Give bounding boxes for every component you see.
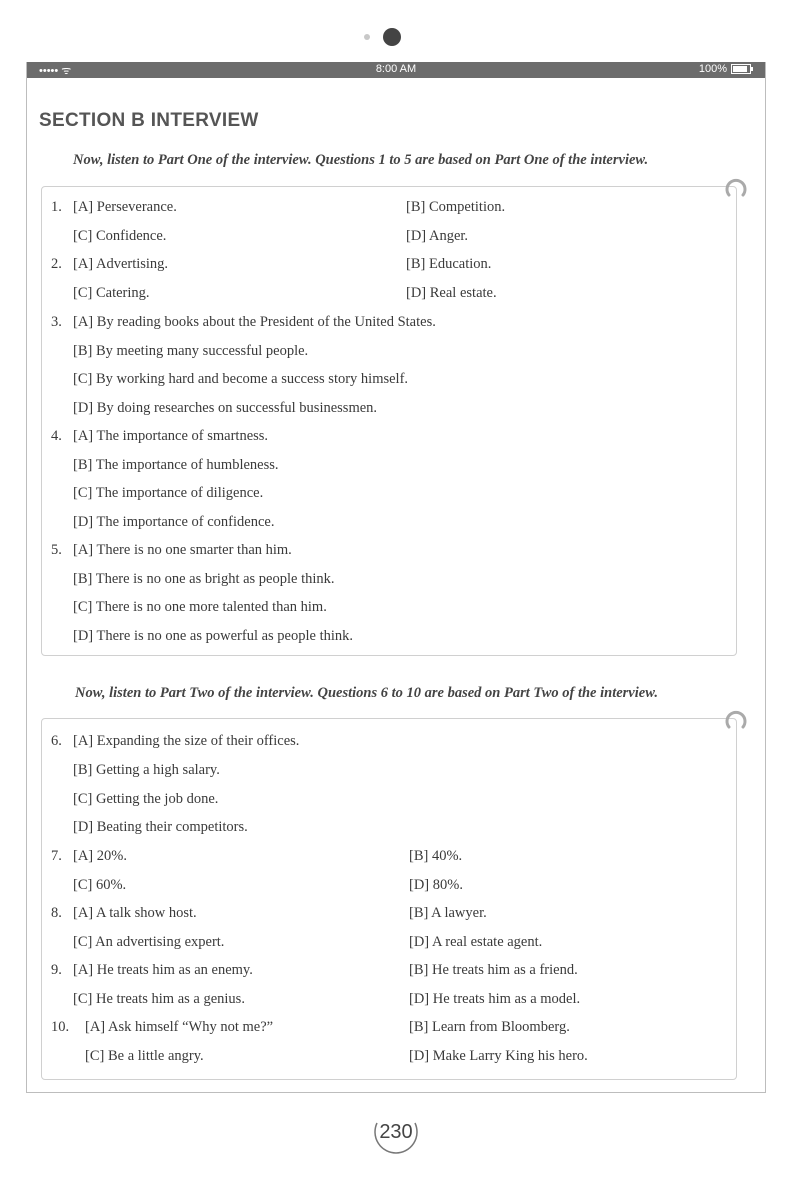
section-title: SECTION B INTERVIEW (39, 110, 259, 131)
option-2a[interactable]: [A] Advertising. (73, 256, 169, 272)
option-8d[interactable]: [D] A real estate agent. (409, 934, 543, 950)
option-5d[interactable]: [D] There is no one as powerful as people think. (73, 628, 354, 644)
option-4a[interactable]: [A] The importance of smartness. (73, 428, 269, 444)
option-1b[interactable]: [B] Competition. (406, 199, 506, 215)
option-7d[interactable]: [D] 80%. (409, 877, 463, 893)
option-4d[interactable]: [D] The importance of confidence. (73, 514, 275, 530)
option-1c[interactable]: [C] Confidence. (73, 228, 167, 244)
option-6c[interactable]: [C] Getting the job done. (73, 791, 219, 807)
option-9d[interactable]: [D] He treats him as a model. (409, 991, 581, 1007)
option-10c[interactable]: [C] Be a little angry. (85, 1048, 204, 1064)
option-1d[interactable]: [D] Anger. (406, 228, 469, 244)
camera-sensor (364, 34, 370, 40)
status-bar (27, 62, 765, 78)
camera (362, 28, 402, 48)
camera-lens (383, 28, 401, 46)
page-number (371, 1109, 421, 1155)
part1-instruction: Now, listen to Part One of the interview. Questions 1 to 5 are based on Part One of the interview. (73, 152, 649, 168)
refresh-icon[interactable] (722, 707, 750, 735)
page-number-text: 230 (379, 1121, 413, 1143)
option-5b[interactable]: [B] There is no one as bright as people think. (73, 571, 335, 587)
status-time: 8:00 AM (375, 63, 417, 75)
option-8c[interactable]: [C] An advertising expert. (73, 934, 225, 950)
part2-instruction: Now, listen to Part Two of the interview. Questions 6 to 10 are based on Part Two of the interview. (75, 685, 658, 701)
battery-percent: 100% (698, 63, 727, 75)
option-5a[interactable]: [A] There is no one smarter than him. (73, 542, 292, 558)
option-7a[interactable]: [A] 20%. (73, 848, 127, 864)
option-5c[interactable]: [C] There is no one more talented than him. (73, 599, 327, 615)
option-7c[interactable]: [C] 60%. (73, 877, 127, 893)
refresh-icon[interactable] (722, 175, 750, 203)
option-6b[interactable]: [B] Getting a high salary. (73, 762, 220, 778)
option-2b[interactable]: [B] Education. (406, 256, 492, 272)
option-10a[interactable]: [A] Ask himself “Why not me?” (85, 1019, 274, 1035)
option-1a[interactable]: [A] Perseverance. (73, 199, 177, 215)
battery-status (699, 63, 751, 75)
option-3a[interactable]: [A] By reading books about the President of the United States. (73, 314, 436, 330)
option-8b[interactable]: [B] A lawyer. (409, 905, 487, 921)
option-4b[interactable]: [B] The importance of humbleness. (73, 457, 279, 473)
option-4c[interactable]: [C] The importance of diligence. (73, 485, 264, 501)
option-10d[interactable]: [D] Make Larry King his hero. (409, 1048, 588, 1064)
option-7b[interactable]: [B] 40%. (409, 848, 463, 864)
option-2c[interactable]: [C] Catering. (73, 285, 150, 301)
option-3b[interactable]: [B] By meeting many successful people. (73, 343, 309, 359)
option-8a[interactable]: [A] A talk show host. (73, 905, 197, 921)
tablet-screen: ••••• ᯤ 8:00 AM 100% SECTION B INTERVIEW Now, listen to Part One of the interview. Questions 1 to 5 are based on Part One of the interview. 1. [A] Perseverance. [B] Competition. [C] Confidence. [D] Anger. 2. [A] Advertising. [B] Education. [C] Catering. [D] Real estate. 3. [A] By reading books about the President of the United States. [B] By meeting many successful people. [C] By working hard and become a success story himself. [D] By doing researches on successful businessmen. 4. [A] The importance of smartness. [B] The importance of humbleness. [C] The importance of diligence. [D] The importance of confidence. 5. [A] There is no one smarter than him. [B] There is no one as bright as people think. [C] There is no one more talented than him. [D] There is no one as powerful as people think. Now, listen to Part Two of the interview. Questions 6 to 10 are based on Part Two of the interview. 6. [A] Expanding the size of their offices. [B] Getting a high salary. [C] Getting the job done. [D] Beating their competitors. 7. [A] 20%. [B] 40%. [C] 60%. [D] 80%. 8. [A] A talk show host. [B] A lawyer. [C] An advertising expert. [D] A real estate agent. 9. [A] He treats him as an enemy. [B] He treats him as a friend. [C] He treats him as a genius. [D] He treats him as a model. 10. [A] Ask himself “Why not me?” [B] Learn from Bloomberg. [C] Be a little angry. [D] Make Larry King his hero. (26, 62, 766, 1093)
option-3c[interactable]: [C] By working hard and become a success story himself. (73, 371, 409, 387)
option-2d[interactable]: [D] Real estate. (406, 285, 497, 301)
option-3d[interactable]: [D] By doing researches on successful businessmen. (73, 400, 378, 416)
option-6a[interactable]: [A] Expanding the size of their offices. (73, 733, 300, 749)
option-6d[interactable]: [D] Beating their competitors. (73, 819, 248, 835)
signal-icon: ••••• ᯤ (39, 65, 72, 77)
option-9a[interactable]: [A] He treats him as an enemy. (73, 962, 253, 978)
option-9b[interactable]: [B] He treats him as a friend. (409, 962, 578, 978)
option-10b[interactable]: [B] Learn from Bloomberg. (409, 1019, 570, 1035)
battery-icon (731, 64, 751, 74)
option-9c[interactable]: [C] He treats him as a genius. (73, 991, 245, 1007)
